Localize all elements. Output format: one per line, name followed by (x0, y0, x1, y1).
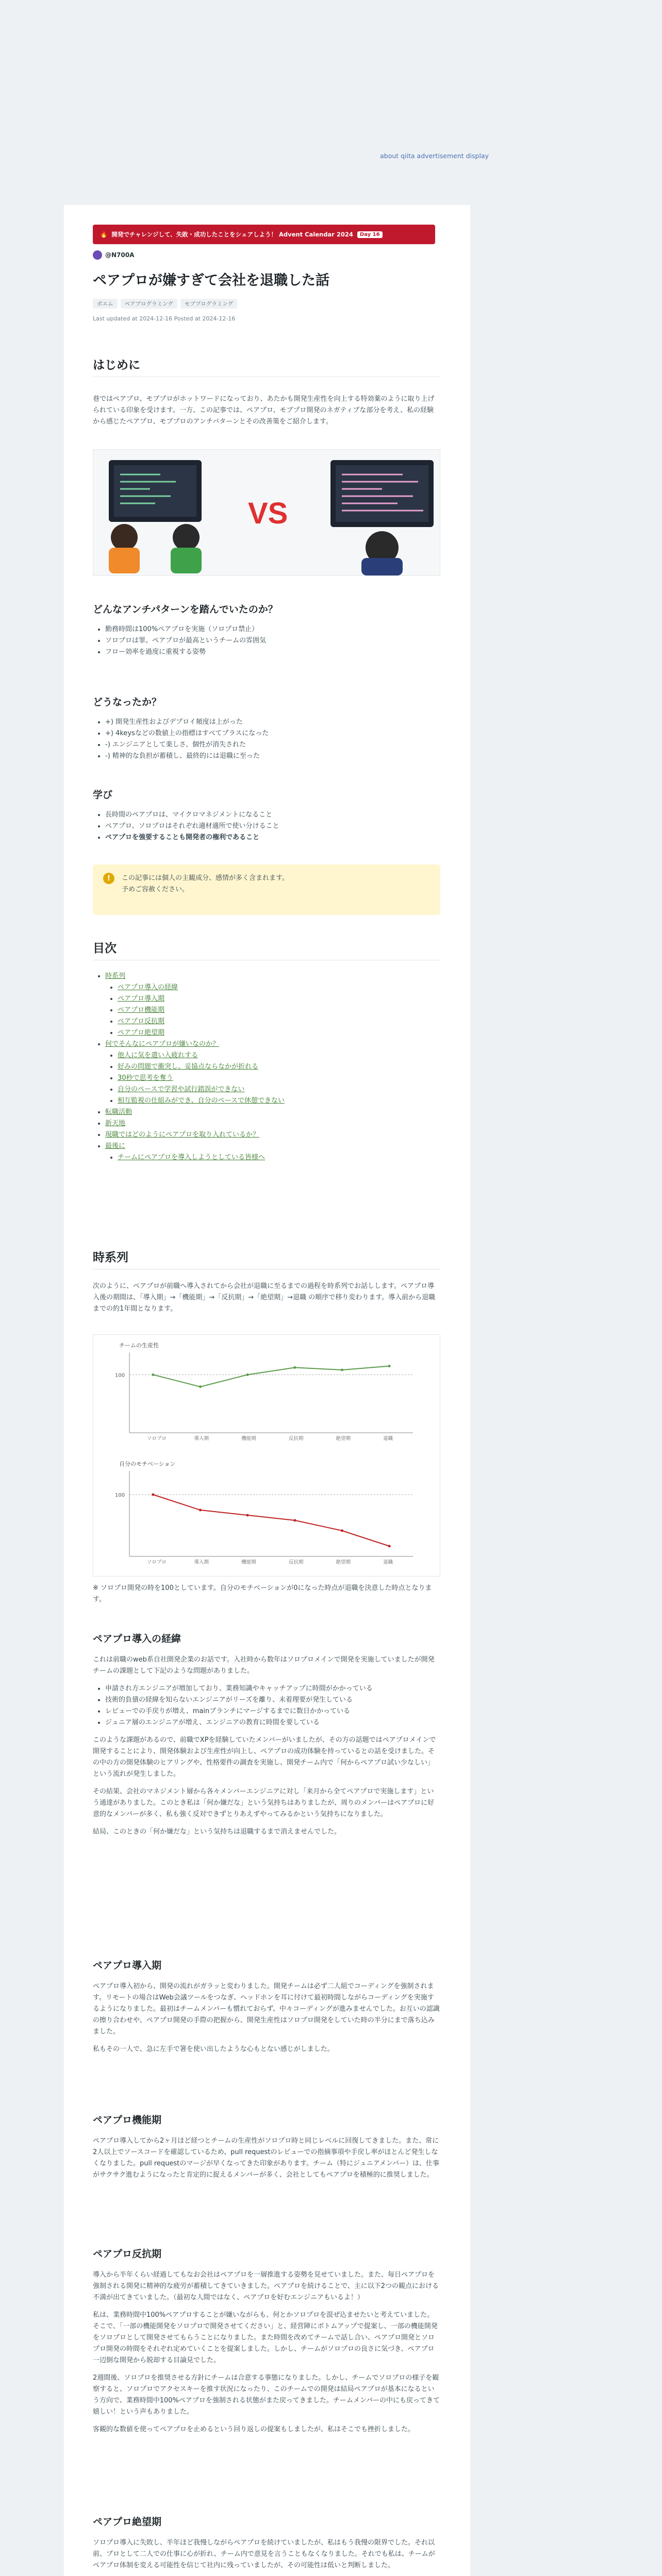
list-item: • +) 4keysなどの数値上の指標はすべてプラスになった (105, 728, 440, 739)
heading-s2: ペアプロ導入期 (93, 1960, 162, 1971)
chart-title: チームの生産性 (119, 1342, 159, 1349)
series-line (153, 1366, 389, 1387)
timeline-section (93, 1248, 440, 1315)
x-tick-label: 導入期 (194, 1560, 209, 1565)
section-despair (93, 2514, 440, 2576)
heading-s1: ペアプロ導入の経緯 (93, 1633, 181, 1645)
list-item: • 申請され方エンジニアが増加しており、業務知識やキャッチアップに時間がかかっている (105, 1683, 440, 1694)
post-dates: Last updated at 2024-12-16 Posted at 2024-12-16 (93, 315, 236, 322)
timeline-charts (93, 1334, 440, 1577)
toc-link[interactable]: 現職ではどのようにペアプロを取り入れているか？ (105, 1131, 260, 1139)
list-item: • ペアプロを強要することも開発者の権利であること (105, 832, 440, 843)
paragraph: このような課題があるので、前職でXPを経験していたメンバーがいましたが、その方の話題ではペアプロメインで開発することにより、開発体験および生産性が向上し、ペアプロの成功体験を持っているとの話を受けました。その中の方の開発体験のヒアリングや、性格要件の調査を実施し、開発チーム内で「何からペアプロ試い少なしい」という流れが発生しました。 (93, 1736, 436, 1778)
toc-link[interactable]: 転職活動 (105, 1108, 133, 1116)
section-functional (93, 2112, 440, 2181)
ad-disclosure-link[interactable]: about qiita advertisement display (380, 152, 489, 160)
heading-timeline: 時系列 (93, 1248, 440, 1269)
list-item: • ペアプロ、ソロプロはそれぞれ適材適所で使い分けること (105, 821, 440, 832)
result-section (93, 694, 440, 762)
author[interactable] (93, 250, 134, 260)
page-title: ペアプロが嫌すぎて会社を退職した話 (93, 273, 329, 289)
list-item: • ジュニア層のエンジニアが増え、エンジニアの教育に時間を要している (105, 1717, 440, 1728)
intro-section (93, 355, 440, 428)
warning-note (93, 865, 440, 915)
toc-link[interactable]: 他人に気を遣い入疲れする (118, 1052, 198, 1059)
tag[interactable]: ポエム (93, 299, 118, 309)
heading-s5: ペアプロ絶望期 (93, 2516, 162, 2528)
chart-title: 自分のモチベーション (119, 1461, 176, 1467)
x-tick-label: 絶望期 (336, 1436, 351, 1442)
list-item: • 技術的負債の経緯を知らないエンジニアがリーズを離り、未着理要が発生している (105, 1694, 440, 1706)
heading-toc: 目次 (93, 939, 440, 960)
y-tick-label: 100 (115, 1493, 125, 1498)
paragraph: これは前職のweb系自社開発企業のお話です。入社時から数年はソロプロメインで開発を実施していましたが開発チームの課題として下記のような問題がありました。 (93, 1656, 435, 1675)
list-item: • ソロプロは罪。ペアプロが最高というチームの雰囲気 (105, 635, 440, 647)
tag-list (93, 299, 237, 309)
banner-text: 開発でチャレンジして、失敗・成功したことをシェアしよう！ Advent Calendar 2024 (111, 231, 353, 238)
toc-link[interactable]: 相互監視の仕組みができ、自分のペースで休憩できない (118, 1097, 285, 1105)
toc-link[interactable]: 新天地 (105, 1120, 126, 1127)
x-tick-label: 反抗期 (288, 1560, 304, 1565)
x-tick-label: 退職 (383, 1436, 393, 1442)
table-of-contents (93, 939, 440, 1163)
paragraph: 私は、業務時間中100%ペアプロすることが嫌いながらも、何とかソロプロを混ぜ込ませたいと考えていました。そこで、「一部の機能開発をソロプロで開発させてください」と、経営陣にボトムアップで提案し、一部の機能開発をソロプロとして開発させてもらうことになりました。また時間を改めてチームで話し合い、ペアプロ開発とソロプロ開発の時間をそれぞれ定めていくことを提案しました。しかし、チームがソロプロの良さに気づき、ペアプロ一辺倒な開発から脱却する目論見でした。 (93, 2311, 438, 2364)
x-tick-label: 絶望期 (336, 1560, 351, 1565)
banner-day: Day 16 (357, 231, 383, 238)
x-tick-label: 退職 (383, 1560, 393, 1565)
list-item: • -) 精神的な負担が蓄積し、最終的には退職に至った (105, 751, 440, 762)
toc-link[interactable]: ペアプロ反抗期 (118, 1018, 165, 1025)
x-tick-label: 機能期 (241, 1560, 256, 1565)
heading-s3: ペアプロ機能期 (93, 2114, 162, 2126)
heading-s4: ペアプロ反抗期 (93, 2248, 162, 2260)
heading-anti: どんなアンチパターンを踏んでいたのか？ (93, 604, 278, 615)
series-line (153, 1495, 389, 1546)
hero-image (93, 449, 440, 576)
anti-pattern-section (93, 602, 440, 658)
author-name: @N700A (105, 251, 135, 259)
list-item: • フロー効率を過度に重視する姿勢 (105, 647, 440, 658)
list-item: • 長時間のペアプロは、マイクロマネジメントになること (105, 809, 440, 821)
toc-link[interactable]: ペアプロ絶望期 (118, 1029, 165, 1037)
section-adoption (93, 1958, 440, 2055)
paragraph: ソロプロ導入に失敗し、半年ほど我慢しながらペアプロを続けていましたが、私はもう我慢の限界でした。それ以前、プロとして二人での仕事に心が折れ、チーム内で意見を言うこともなくなりました。それでも私は、チームがペアプロ体制を変える可能性を信じて社内に残っていましたが、その可能性は低いと判断しました。 (93, 2539, 435, 2569)
paragraph: 客観的な数値を使ってペアプロを止めるという回り返しの提案もしましたが、私はそこでも挫折しました。 (93, 2426, 415, 2433)
paragraph: 2週間後、ソロプロを推奨させる方針にチームは合意する事態になりました。しかし、チームでソロプロの様子を観察すると、ソロプロでアクセスキーを推す状況になったり、このチームでの開発は結局ペアプロが基本になるという方向で、業務時間中100%ペアプロを強制される状態がまた戻ってきました。チームメンバーの中にも戻ってきて嬉しい！という声もありました。 (93, 2374, 440, 2416)
vs-label: VS (248, 497, 288, 530)
list-item: • レビューでの手戻りが増え、mainブランチにマージするまでに数日かかっている (105, 1706, 440, 1717)
paragraph: ペアプロ導入初から、開発の流れがガラッと変わりました。開発チームは必ず二人組でコーディングを強制されます。リモートの場合はWeb会議ツールをつなぎ、ヘッドホンを耳に付けて最初時間しながらコーディングを実施するようになりました。最初はチームメンバーも慣れておらず、中々コーディングが進みませんでした。お互いの認識の擦り合わせや、ペアプロ開発の手際の把握から、開発生産性はソロプロ開発をしていた時の半分にまで落ち込みました。 (93, 1982, 440, 2036)
heading-result: どうなったか？ (93, 697, 162, 708)
intro-text: 巷ではペアプロ、モブプロがホットワードになっており、あたかも開発生産性を向上する特効薬のように取り上げられている印象を受けます。一方、この記事では、ペアプロ、モブプロ開発のネガティブな部分を考え、私の経験から感じたペアプロ、モブプロのアンチパターンとその改善策をご紹介します。 (93, 395, 435, 426)
section-rebellion (93, 2246, 440, 2435)
x-tick-label: 機能期 (241, 1436, 256, 1442)
paragraph: 導入から半年くらい経過してもなお会社はペアプロを一層推進する姿勢を見せていました。また、毎日ペアプロを強制される開発に精神的な疲労が蓄積してきていきました。ペアプロを続けることで、主に以下2つの観点における不満が出てきていました。（最初な人間ではなく、ペアプロを好むエンジニアもいるよ！） (93, 2271, 439, 2301)
avatar (93, 250, 102, 260)
toc-link[interactable]: 好みの問題で衝突し、妥協点ならなかが折れる (118, 1063, 259, 1071)
x-tick-label: ソロプロ (146, 1436, 167, 1442)
list-item: • 勤務時間は100%ペアプロを実施（ソロプロ禁止） (105, 624, 440, 635)
paragraph: 結局、このときの「何か嫌だな」という気持ちは退職するまで消えませんでした。 (93, 1828, 341, 1836)
heading-intro: はじめに (93, 355, 440, 377)
toc-link[interactable]: 自分のペースで学習や試行錯誤ができない (118, 1086, 245, 1093)
exclamation-icon: ! (103, 873, 114, 884)
toc-link[interactable]: ペアプロ機能期 (118, 1006, 165, 1014)
toc-link[interactable]: 最後に (105, 1142, 126, 1150)
learn-section (93, 787, 440, 843)
paragraph: 私もその一人で、急に左手で箸を使い出したような心もとない感じがしました。 (93, 2045, 334, 2053)
toc-link[interactable]: チームにペアプロを導入しようとしている皆様へ (118, 1154, 266, 1161)
timeline-text: 次のように、ペアプロが前職へ導入されてから会社が退職に至るまでの過程を時系列でお話しします。ペアプロ導入後の期間は、「導入期」→「機能期」→「反抗期」→「絶望期」→退職 の順序で移り変わります。導入前から退職までの約1年間となります。 (93, 1282, 436, 1313)
toc-link[interactable]: 何でそんなにペアプロが嫌いなのか？ (105, 1040, 220, 1048)
paragraph: その結果、会社のマネジメント層から各々メンバーエンジニアに対し「来月から全てペアプロで実施します」という通達がありました。このとき私は「何か嫌だな」という気持ちはありましたが、周りのメンバーはペアプロに好意的なメンバーが多く、私も強く反対できずとりあえずやってみるかという気持ちになりました。 (93, 1788, 435, 1818)
tag[interactable]: モブプログラミング (180, 299, 237, 309)
toc-link[interactable]: ペアプロ導入期 (118, 995, 165, 1003)
x-tick-label: 導入期 (194, 1436, 209, 1442)
y-tick-label: 100 (115, 1372, 125, 1379)
paragraph: ペアプロ導入してから2ヶ月ほど経つとチームの生産性がソロプロ時と同じレベルに回復してきました。また、常に2人以上でソースコードを確認しているため、pull requestのレビューでの指摘事項や手戻し率がほとんど発生しなくなりました。pull requestのマージが早くなってきた印象があります。チーム（特にジュニアメンバー）は、仕事がサクサク進むようになったと肯定的に捉えるメンバーが多く、会社としてもペアプロを積極的に推奨しました。 (93, 2137, 440, 2179)
chart-caption: ※ ソロプロ開発の時を100としています。自分のモチベーションが0になった時点が退職を決意した時点となります。 (93, 1584, 432, 1603)
heading-learn: 学び (93, 789, 113, 801)
advent-calendar-banner[interactable] (93, 225, 435, 244)
section-intro-background (93, 1631, 440, 1838)
list-item: • -) エンジニアとして楽しさ、個性が消失された (105, 739, 440, 751)
timeline-caption (93, 1583, 440, 1605)
note-line: 予めご容赦ください。 (122, 886, 189, 893)
timeline-chart-svg (93, 1335, 440, 1576)
toc-link[interactable]: ペアプロ導入の経緯 (118, 984, 178, 991)
x-tick-label: 反抗期 (288, 1436, 304, 1442)
tag[interactable]: ペアプログラミング (121, 299, 177, 309)
toc-link[interactable]: 時系列 (105, 972, 126, 980)
toc-link[interactable]: 30秒で思考を奪う (118, 1074, 173, 1082)
note-line: この記事には個人の主観成分、感情が多く含まれます。 (122, 874, 289, 882)
fire-icon: 🔥 (100, 231, 108, 238)
x-tick-label: ソロプロ (146, 1560, 167, 1565)
list-item: • +) 開発生産性およびデプロイ頻度は上がった (105, 717, 440, 728)
